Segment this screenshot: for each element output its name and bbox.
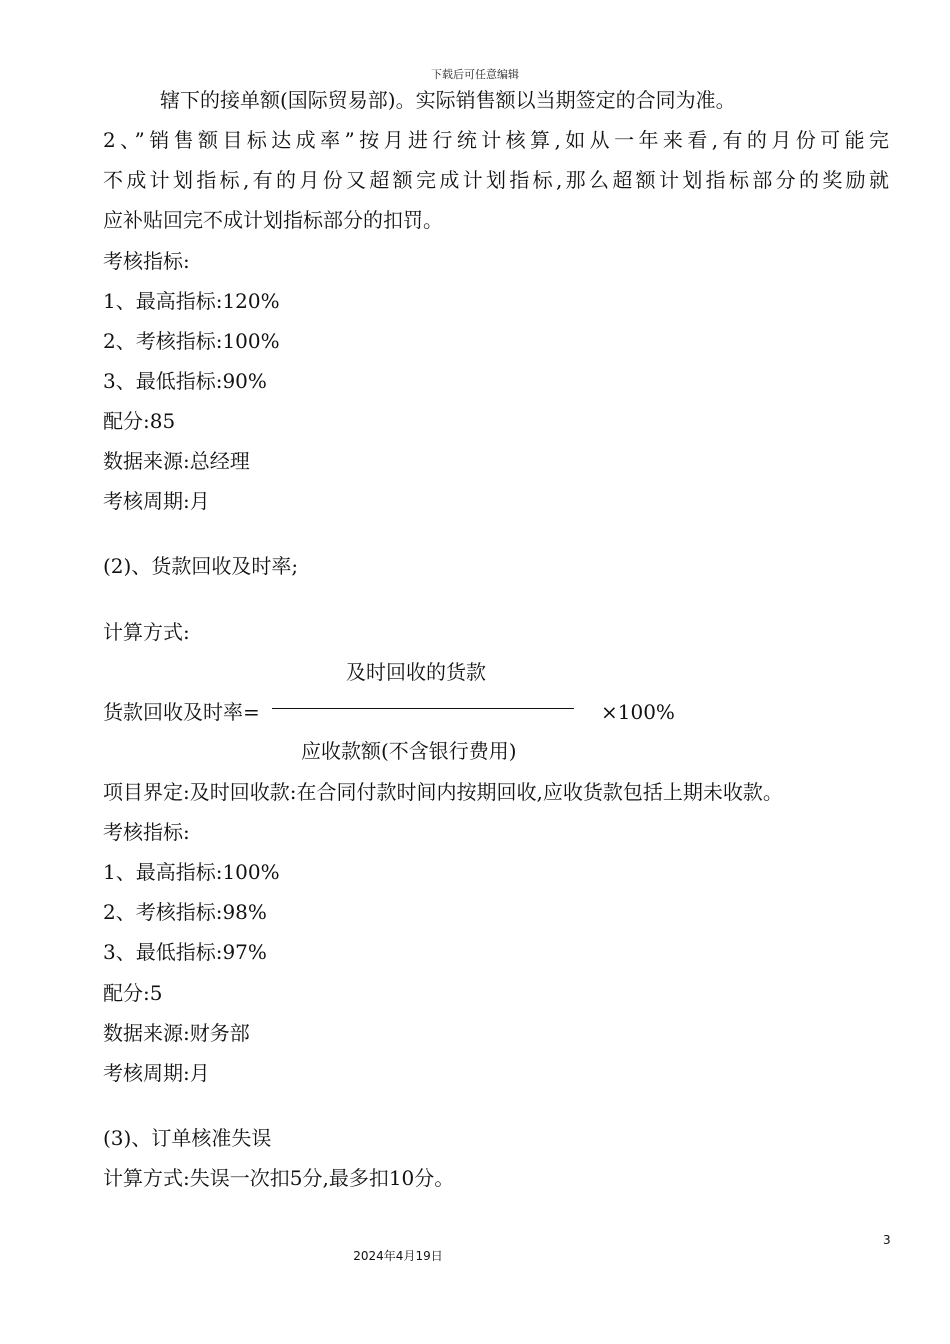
formula-multiplier: ×100%	[601, 700, 675, 724]
kpi-heading: 考核指标:	[103, 249, 190, 273]
fraction-bar	[272, 708, 574, 709]
review-period: 考核周期:月	[103, 1061, 210, 1085]
kpi-item: 2、考核指标:98%	[103, 900, 267, 924]
kpi-item: 1、最高指标:100%	[103, 860, 280, 884]
formula-numerator: 及时回收的货款	[346, 660, 486, 684]
formula-denominator: 应收款额(不含银行费用)	[301, 739, 517, 763]
score: 配分:85	[103, 409, 176, 433]
header-note: 下载后可任意编辑	[431, 68, 519, 81]
calc-heading: 计算方式:	[103, 620, 190, 644]
section-title: (3)、订单核准失误	[103, 1126, 272, 1150]
paragraph-line: 2、”销售额目标达成率”按月进行统计核算,如从一年来看,有的月份可能完	[103, 128, 889, 152]
review-period: 考核周期:月	[103, 489, 210, 513]
kpi-item: 3、最低指标:90%	[103, 369, 267, 393]
footer-date: 2024年4月19日	[353, 1249, 443, 1263]
paragraph-line: 不成计划指标,有的月份又超额完成计划指标,那么超额计划指标部分的奖励就	[103, 168, 889, 192]
kpi-item: 1、最高指标:120%	[103, 289, 280, 313]
kpi-heading: 考核指标:	[103, 820, 190, 844]
data-source: 数据来源:总经理	[103, 449, 250, 473]
kpi-item: 2、考核指标:100%	[103, 329, 280, 353]
page-number: 3	[883, 1233, 891, 1247]
calc-method: 计算方式:失误一次扣5分,最多扣10分。	[103, 1166, 455, 1190]
section-title: (2)、货款回收及时率;	[103, 554, 299, 578]
definition: 项目界定:及时回收款:在合同付款时间内按期回收,应收货款包括上期未收款。	[103, 780, 783, 804]
score: 配分:5	[103, 981, 163, 1005]
formula-left: 货款回收及时率=	[103, 700, 260, 724]
paragraph-line: 应补贴回完不成计划指标部分的扣罚。	[103, 208, 443, 232]
paragraph-continuation: 辖下的接单额(国际贸易部)。实际销售额以当期签定的合同为准。	[160, 88, 736, 112]
data-source: 数据来源:财务部	[103, 1021, 250, 1045]
kpi-item: 3、最低指标:97%	[103, 940, 267, 964]
